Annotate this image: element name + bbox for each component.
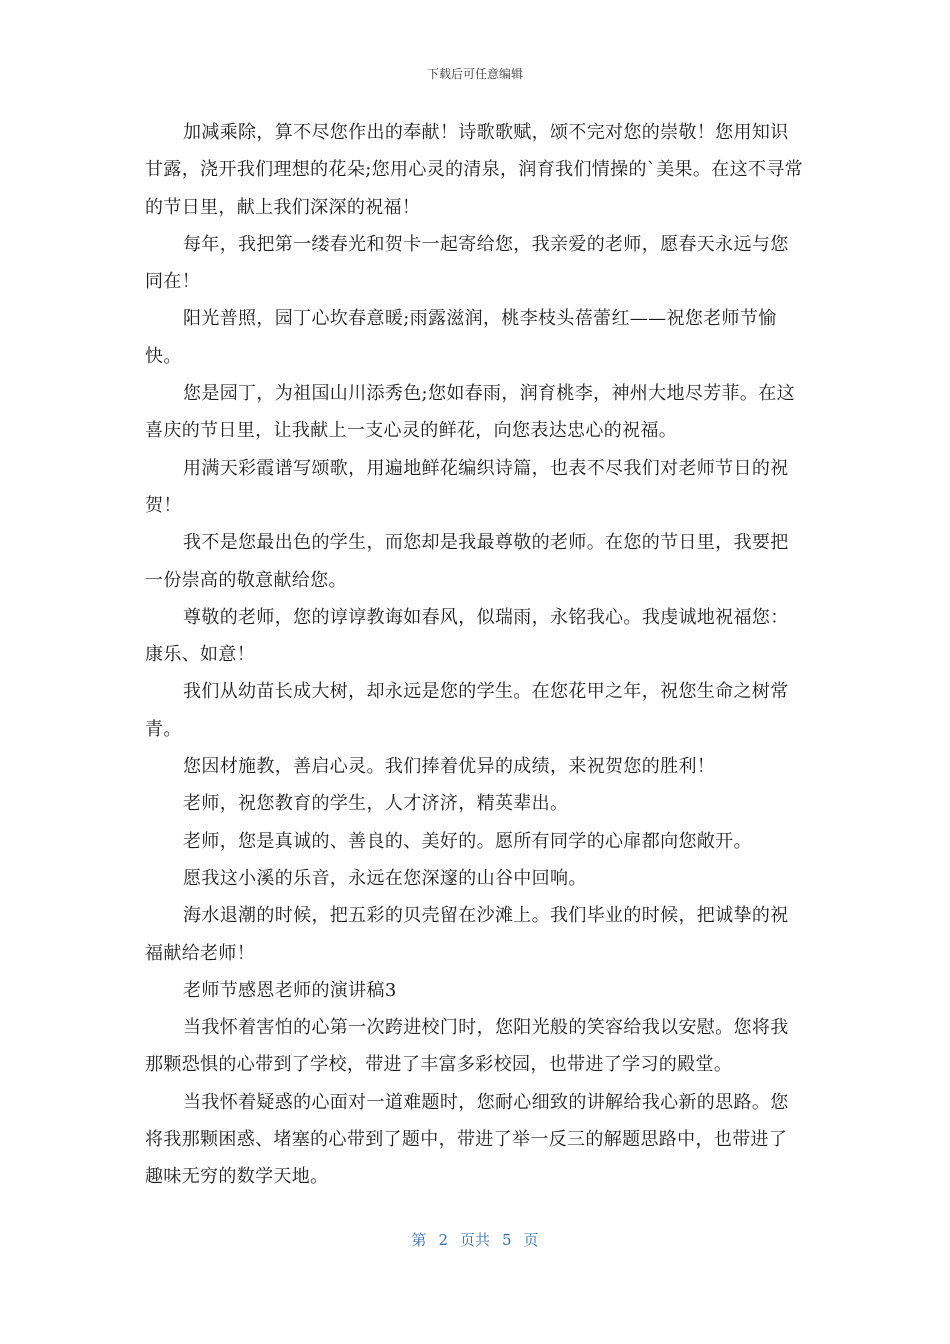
paragraph-14: 当我怀着害怕的心第一次跨进校门时，您阳光般的笑容给我以安慰。您将我那颗恐惧的心带到了学校，带进了丰富多彩校园，也带进了学习的殿堂。 [145,1017,789,1076]
section-heading: 老师节感恩老师的演讲稿3 [183,979,397,1001]
paragraph-3: 阳光普照，园丁心坎春意暖;雨露滋润，桃李枝头蓓蕾红——祝您老师节愉快。 [145,308,777,367]
paragraph-15: 当我怀着疑惑的心面对一道难题时，您耐心细致的讲解给我心新的思路。您将我那颗困惑、堵塞的心带到了题中，带进了举一反三的解题思路中，也带进了趣味无穷的数学天地。 [145,1091,789,1188]
paragraph-6: 我不是您最出色的学生，而您却是我最尊敬的老师。在您的节日里，我要把一份崇高的敬意献给您。 [145,532,789,591]
page-footer [0,1230,950,1250]
footer-current-page: 2 [438,1231,448,1249]
paragraph-11: 老师，您是真诚的、善良的、美好的。愿所有同学的心扉都向您敞开。 [183,830,752,852]
footer-prefix: 第 [411,1231,427,1249]
paragraph-10: 老师，祝您教育的学生，人才济济，精英辈出。 [183,793,569,815]
paragraph-8: 我们从幼苗长成大树，却永远是您的学生。在您花甲之年，祝您生命之树常青。 [145,681,789,740]
paragraph-2: 每年，我把第一缕春光和贺卡一起寄给您，我亲爱的老师，愿春天永远与您同在！ [145,233,789,293]
paragraph-12: 愿我这小溪的乐音，永远在您深邃的山谷中回响。 [183,867,587,889]
footer-middle: 页共 [459,1231,490,1249]
paragraph-7: 尊敬的老师，您的谆谆教诲如春风，似瑞雨，永铭我心。我虔诚地祝福您：康乐、如意！ [145,606,789,666]
paragraph-4: 您是园丁，为祖国山川添秀色;您如春雨，润育桃李，神州大地尽芳菲。在这喜庆的节日里，让我献上一支心灵的鲜花，向您表达忠心的祝福。 [145,383,795,442]
footer-suffix: 页 [523,1231,539,1249]
footer-total-pages: 5 [502,1231,512,1249]
paragraph-1: 加减乘除，算不尽您作出的奉献！诗歌歌赋，颂不完对您的崇敬！您用知识甘露，浇开我们理想的花朵;您用心灵的清泉，润育我们情操的`美果。在这不寻常的节日里，献上我们深深的祝福！ [145,122,804,218]
document-body [145,114,805,1196]
paragraph-9: 您因材施教，善启心灵。我们捧着优异的成绩，来祝贺您的胜利！ [183,756,716,778]
page-header: 下载后可任意编辑 [426,67,523,81]
paragraph-5: 用满天彩霞谱写颂歌，用遍地鲜花编织诗篇，也表不尽我们对老师节日的祝贺！ [145,457,789,516]
paragraph-13: 海水退潮的时候，把五彩的贝壳留在沙滩上。我们毕业的时候，把诚挚的祝福献给老师！ [145,905,789,964]
